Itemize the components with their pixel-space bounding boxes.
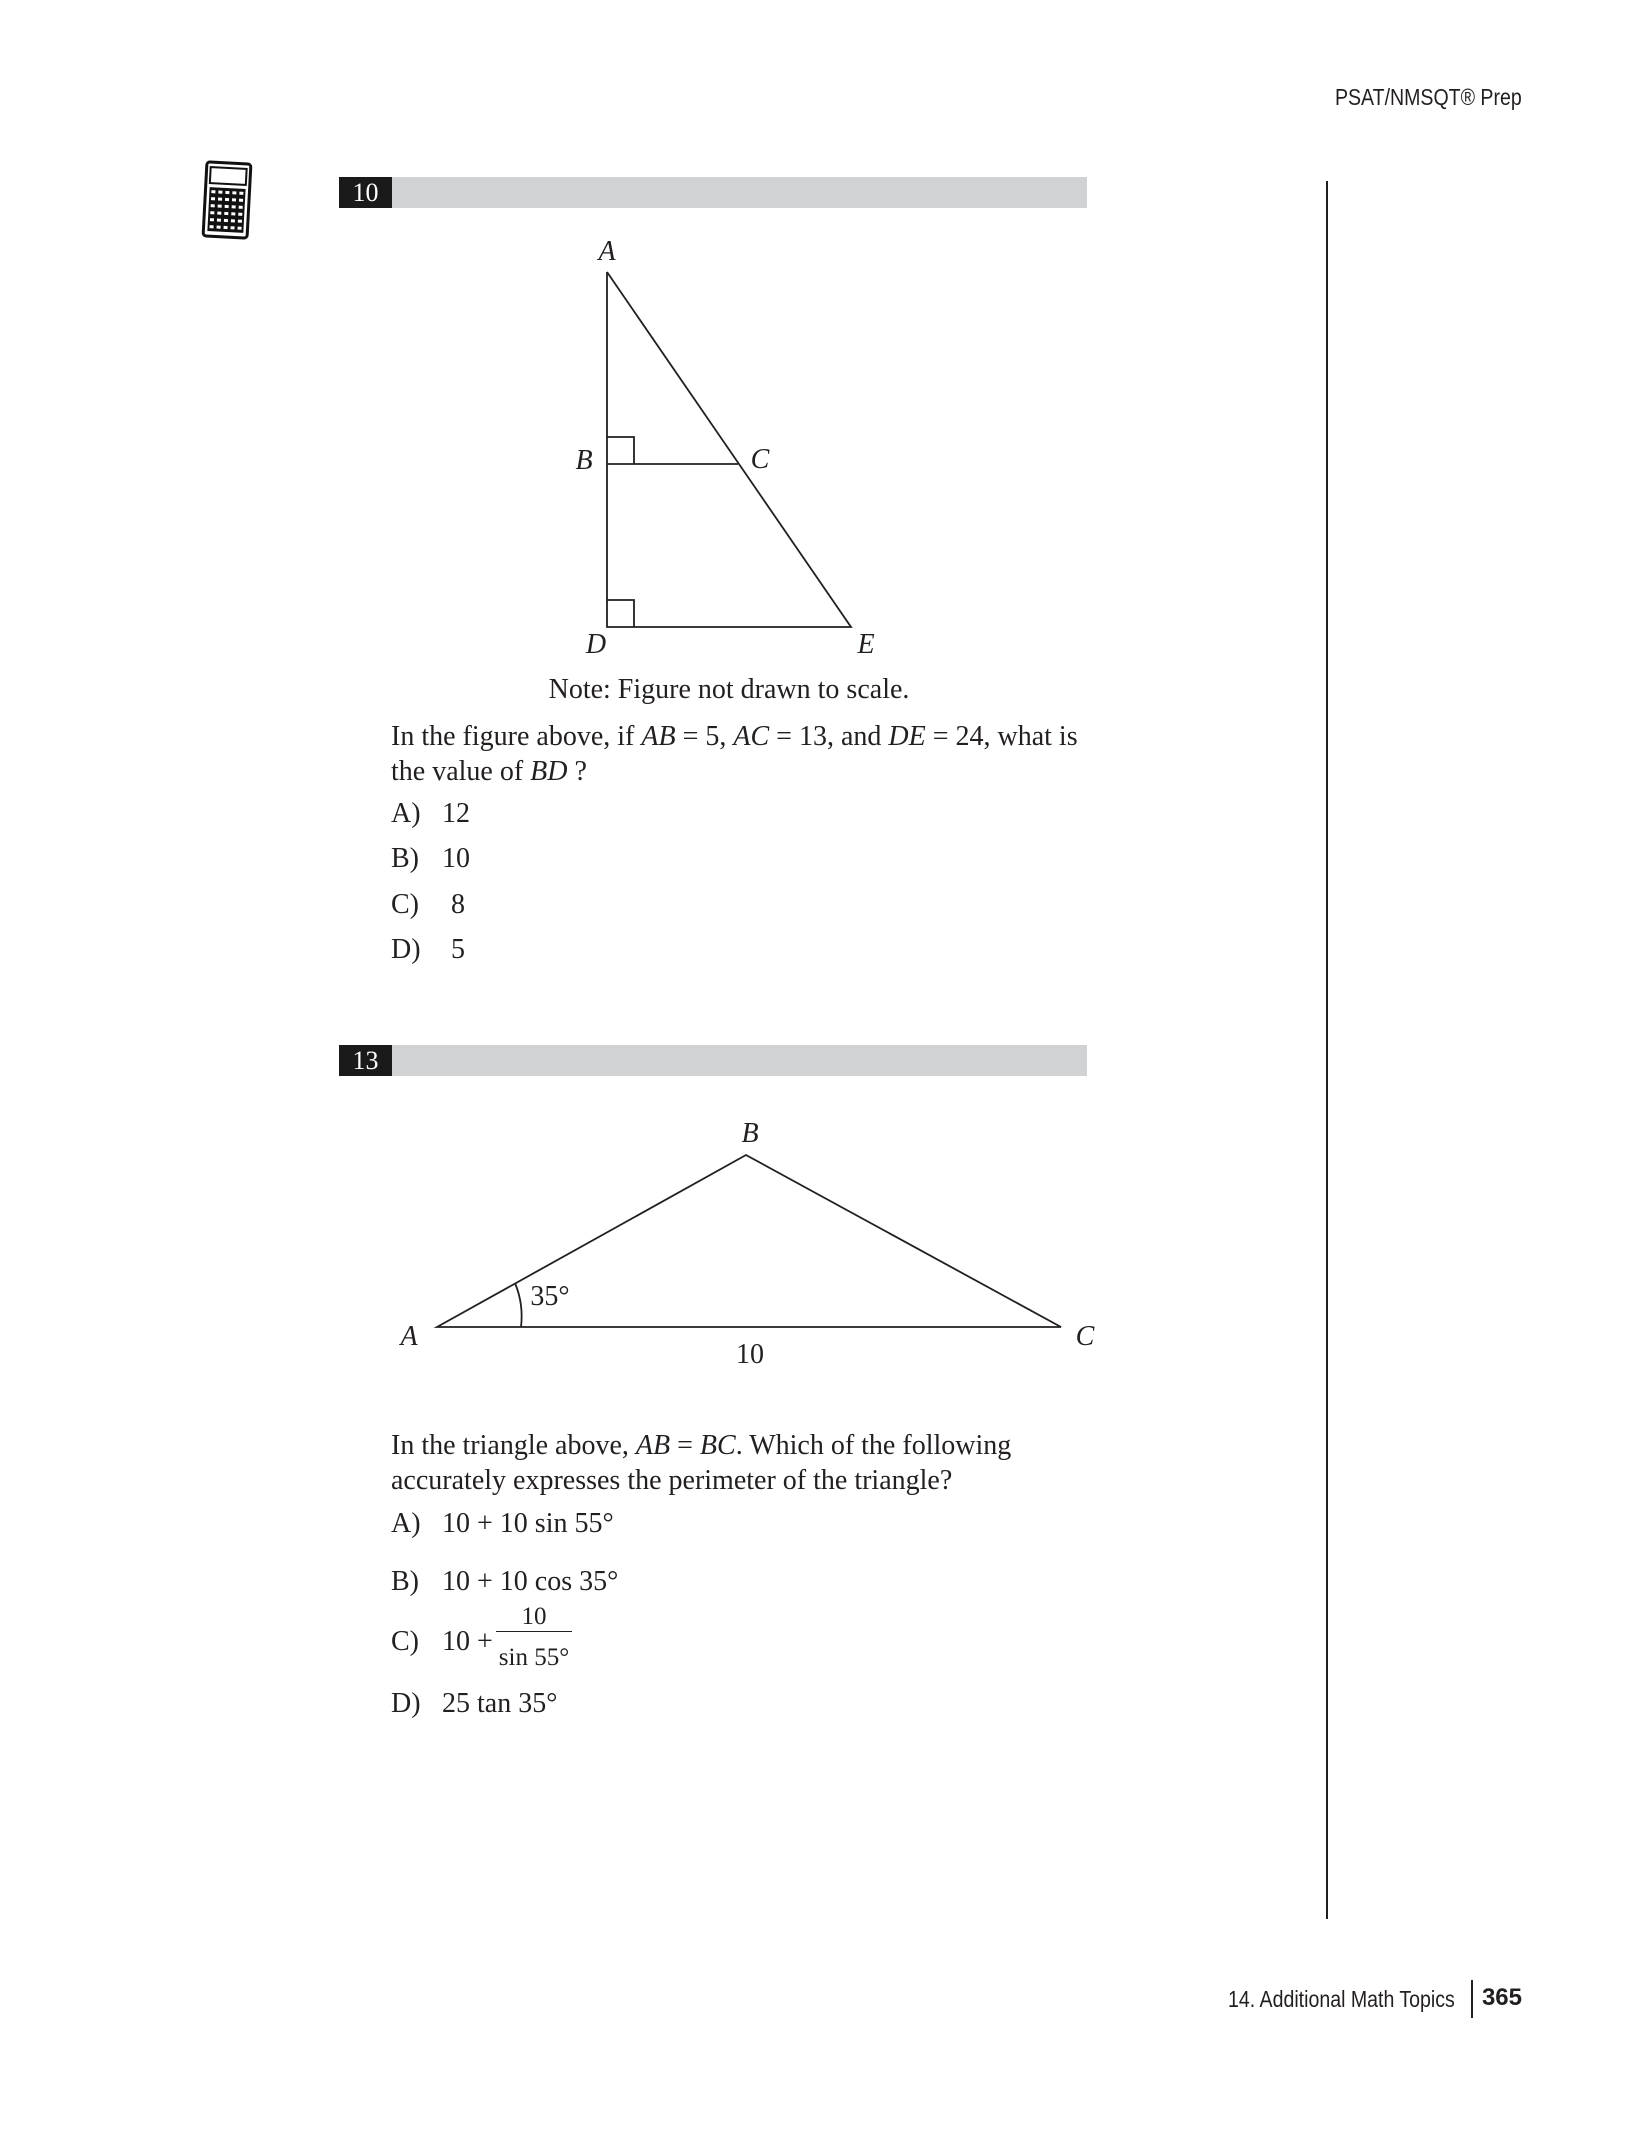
footer-divider	[1471, 1980, 1473, 2018]
question-13-bar	[339, 1045, 1087, 1076]
margin-rule	[1326, 181, 1328, 1919]
label-b: B	[575, 445, 593, 476]
question-10-bar	[339, 177, 1087, 208]
fraction-numerator: 10	[496, 1603, 572, 1632]
label-e: E	[857, 629, 875, 660]
angle-label: 35°	[530, 1281, 570, 1312]
question-10-stem: In the figure above, if AB = 5, AC = 13, and DE = 24, what is the value of BD ?	[391, 721, 1078, 787]
right-angle-d	[607, 600, 634, 627]
angle-arc	[515, 1283, 522, 1327]
label-d: D	[585, 629, 607, 660]
label-a: A	[400, 1321, 418, 1352]
label-c: C	[1075, 1321, 1095, 1352]
question-13-stem: In the triangle above, AB = BC. Which of the following accurately expresses the perimeter of the triangle?	[391, 1430, 1012, 1496]
label-a: A	[598, 236, 616, 267]
question-number: 13	[339, 1045, 392, 1076]
fraction-denominator: sin 55°	[498, 1644, 570, 1671]
right-angle-b	[607, 437, 634, 464]
triangle-ade	[607, 272, 851, 627]
figure-note: Note: Figure not drawn to scale.	[548, 674, 910, 705]
calculator-icon	[197, 160, 257, 240]
textbook-page: PSAT/NMSQT® Prep 10 A B C D E Note: Figure not drawn to scale. In the figure above, if AB = 5, AC = 13, and DE = 24, what is the value of BD ? A) 12 B) 10 C) 8 D) 5 13 A B C 35° 10 In the triangle above, AB = BC. Which of the following accurately expresses the perimeter of the triangle? A) 10 + 10 sin 55° B) 10 + 10 cos 35° C) 10 + 10 sin 55° D) 25 tan 35° 14. Additional Math Topics 365	[0, 0, 1640, 2129]
question-number: 10	[339, 177, 392, 208]
running-header: PSAT/NMSQT® Prep	[1335, 84, 1522, 110]
base-label: 10	[736, 1339, 764, 1370]
chapter-title: 14. Additional Math Topics	[1228, 1986, 1455, 2012]
label-c: C	[750, 444, 770, 475]
page-number: 365	[1481, 1984, 1522, 2011]
label-b: B	[741, 1118, 759, 1149]
